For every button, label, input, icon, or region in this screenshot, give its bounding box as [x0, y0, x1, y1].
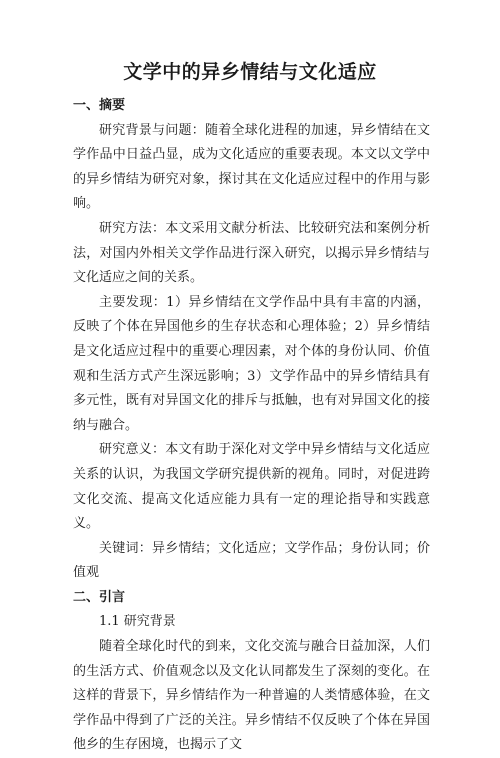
document-body — [73, 94, 430, 758]
abstract-significance-paragraph: 研究意义：本文有助于深化对文学中异乡情结与文化适应关系的认识，为我国文学研究提供新的视角。同时，对促进跨文化交流、提高文化适应能力具有一定的理论指导和实践意义。 — [73, 442, 430, 532]
research-background-subheading: 1.1 研究背景 — [99, 614, 176, 630]
abstract-methods-paragraph: 研究方法：本文采用文献分析法、比较研究法和案例分析法，对国内外相关文学作品进行深入研究，以揭示异乡情结与文化适应之间的关系。 — [73, 220, 430, 286]
document-title: 文学中的异乡情结与文化适应 — [123, 61, 377, 83]
abstract-heading: 一、摘要 — [73, 98, 126, 113]
introduction-heading: 二、引言 — [73, 589, 126, 605]
introduction-paragraph: 随着全球化时代的到来，文化交流与融合日益加深，人们的生活方式、价值观念以及文化认同都发生了深刻的变化。在这样的背景下，异乡情结作为一种普遍的人类情感体验，在文学作品中得到了广泛的关注。异乡情结不仅反映了个体在异国他乡的生存困境，也揭示了文 — [73, 639, 430, 753]
abstract-background-paragraph: 研究背景与问题：随着全球化进程的加速，异乡情结在文学作品中日益凸显，成为文化适应的重要表现。本文以文学中的异乡情结为研究对象，探讨其在文化适应过程中的作用与影响。 — [73, 122, 430, 212]
abstract-findings-paragraph: 主要发现：1）异乡情结在文学作品中具有丰富的内涵，反映了个体在异国他乡的生存状态和心理体验；2）异乡情结是文化适应过程中的重要心理因素，对个体的身份认同、价值观和生活方式产生深远影响；3）文学作品中的异乡情结具有多元性，既有对异国文化的排斥与抵触，也有对异国文化的接纳与融合。 — [73, 294, 430, 433]
keywords-line: 关键词：异乡情结；文化适应；文学作品；身份认同；价值观 — [73, 540, 430, 581]
